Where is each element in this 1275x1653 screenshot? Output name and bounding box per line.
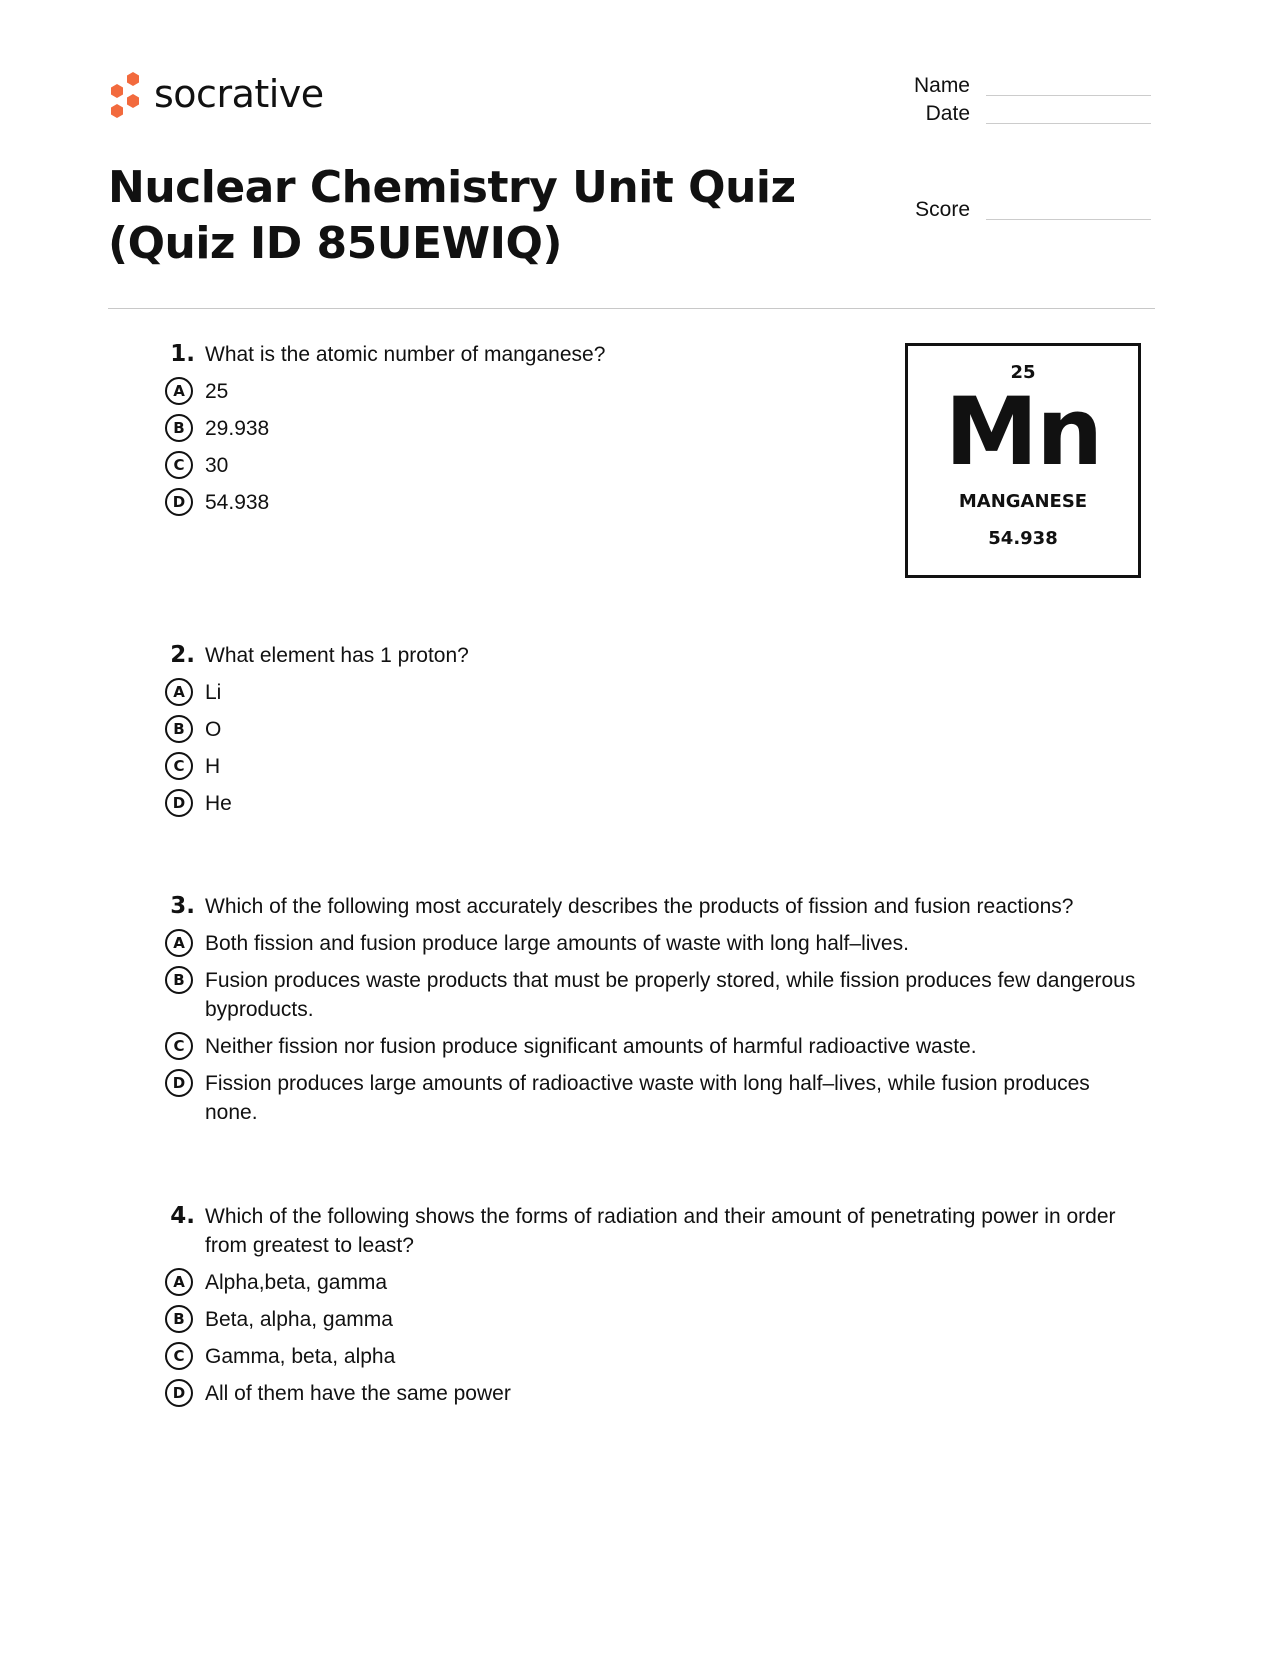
title-line-1: Nuclear Chemistry Unit Quiz: [108, 162, 796, 213]
option-letter-badge[interactable]: C: [165, 1342, 193, 1370]
date-label: Date: [925, 102, 970, 125]
option-c[interactable]: [160, 451, 760, 480]
element-symbol: Mn: [944, 378, 1102, 487]
option-text: O: [205, 718, 222, 741]
option-d[interactable]: [160, 1379, 1140, 1408]
brand-name: socrative: [154, 72, 324, 116]
option-letter-badge[interactable]: D: [165, 1379, 193, 1407]
score-line[interactable]: [986, 218, 1151, 220]
date-field[interactable]: [860, 102, 1151, 126]
socrative-logo: [108, 70, 324, 118]
question-4: [160, 1202, 1140, 1408]
option-letter-badge[interactable]: C: [165, 1032, 193, 1060]
option-c[interactable]: [160, 1342, 1140, 1371]
header-divider: [108, 308, 1155, 309]
name-label: Name: [913, 74, 970, 97]
option-b[interactable]: [160, 1305, 1140, 1334]
option-letter-badge[interactable]: B: [165, 1305, 193, 1333]
periodic-element-card: [905, 343, 1141, 578]
question-number: 4.: [170, 1203, 195, 1229]
option-c[interactable]: [160, 752, 1140, 781]
option-a[interactable]: [160, 929, 1140, 958]
option-d[interactable]: [160, 488, 760, 517]
option-letter-badge[interactable]: C: [165, 752, 193, 780]
name-field[interactable]: [860, 74, 1151, 98]
option-letter-badge[interactable]: D: [165, 488, 193, 516]
option-text: 25: [205, 380, 229, 403]
title-line-2: (Quiz ID 85UEWIQ): [108, 218, 562, 269]
question-text: Which of the following most accurately describes the products of fission and fusion reactions?: [205, 895, 1074, 918]
option-b[interactable]: [160, 414, 760, 443]
option-letter-badge[interactable]: A: [165, 377, 193, 405]
option-letter-badge[interactable]: B: [165, 414, 193, 442]
option-text: Li: [205, 681, 222, 704]
option-letter-badge[interactable]: D: [165, 789, 193, 817]
date-line[interactable]: [986, 122, 1151, 124]
name-line[interactable]: [986, 94, 1151, 96]
score-label: Score: [915, 198, 970, 221]
question-text: What element has 1 proton?: [205, 644, 469, 667]
option-c[interactable]: [160, 1032, 1140, 1061]
question-number: 3.: [170, 893, 195, 919]
option-text: 30: [205, 454, 229, 477]
option-text: Gamma, beta, alpha: [205, 1345, 396, 1368]
atomic-mass: 54.938: [988, 528, 1058, 549]
question-number: 2.: [170, 642, 195, 668]
score-field[interactable]: [860, 198, 1151, 222]
option-text: He: [205, 792, 232, 815]
option-text: Alpha,beta, gamma: [205, 1271, 388, 1294]
option-b[interactable]: [160, 966, 1140, 1024]
option-text: 29.938: [205, 417, 270, 440]
question-1: [160, 340, 760, 517]
question-number: 1.: [170, 341, 195, 367]
option-text: H: [205, 755, 221, 778]
option-letter-badge[interactable]: C: [165, 451, 193, 479]
option-text: Beta, alpha, gamma: [205, 1308, 393, 1331]
question-2: [160, 641, 1140, 818]
option-text: 54.938: [205, 491, 270, 514]
question-text: Which of the following shows the forms of radiation and their amount of penetrating power in order from greatest to least?: [205, 1205, 1116, 1257]
option-d[interactable]: [160, 789, 1140, 818]
hexagon-cluster-icon: [108, 70, 148, 118]
option-letter-badge[interactable]: B: [165, 715, 193, 743]
option-text: Both fission and fusion produce large amounts of waste with long half–lives.: [205, 932, 909, 955]
option-a[interactable]: [160, 377, 760, 406]
option-text: Neither fission nor fusion produce significant amounts of harmful radioactive waste.: [205, 1035, 977, 1058]
option-letter-badge[interactable]: A: [165, 929, 193, 957]
option-letter-badge[interactable]: A: [165, 678, 193, 706]
option-b[interactable]: [160, 715, 1140, 744]
option-text: Fission produces large amounts of radioactive waste with long half–lives, while fusion produces none.: [205, 1072, 1090, 1124]
page-title: [108, 160, 796, 272]
option-a[interactable]: [160, 1268, 1140, 1297]
option-letter-badge[interactable]: A: [165, 1268, 193, 1296]
element-name: MANGANESE: [958, 491, 1088, 512]
option-letter-badge[interactable]: D: [165, 1069, 193, 1097]
option-a[interactable]: [160, 678, 1140, 707]
atomic-number: 25: [1010, 362, 1036, 383]
option-d[interactable]: [160, 1069, 1140, 1127]
option-letter-badge[interactable]: B: [165, 966, 193, 994]
option-text: All of them have the same power: [205, 1382, 511, 1405]
question-3: [160, 892, 1140, 1127]
option-text: Fusion produces waste products that must be properly stored, while fission produces few dangerous byproducts.: [205, 969, 1136, 1021]
question-text: What is the atomic number of manganese?: [205, 343, 606, 366]
